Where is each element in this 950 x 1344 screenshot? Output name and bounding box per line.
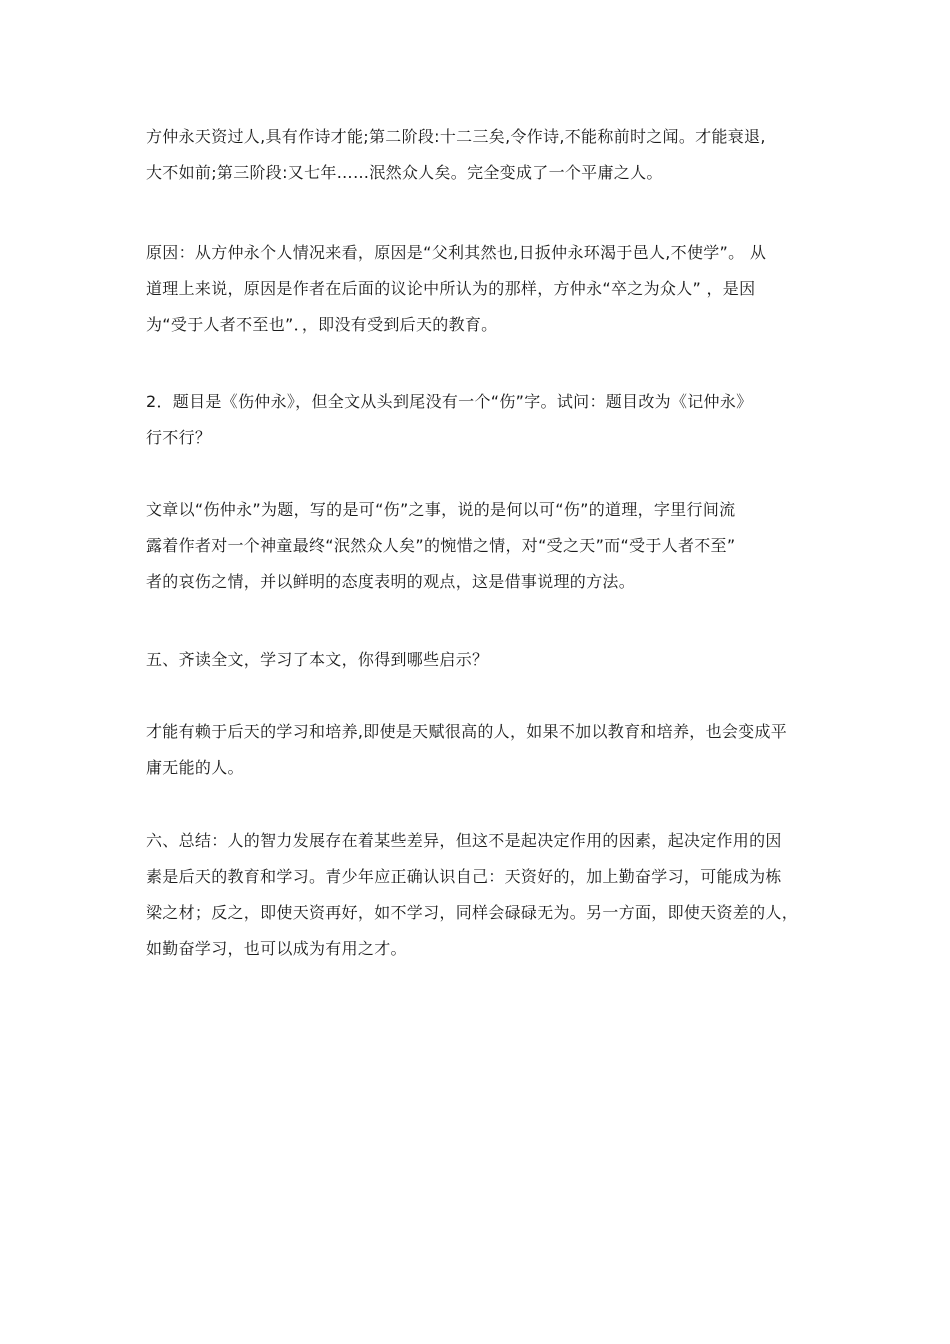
heading-section-five: [146, 642, 822, 678]
text-line: 为“受于人者不至也”．，即没有受到后天的教育。: [146, 315, 498, 334]
text-line: 梁之材；反之，即使天资再好，如不学习，同样会碌碌无为。另一方面，即使天资差的人，: [146, 903, 799, 922]
paragraph-insight: [146, 714, 822, 786]
text-line: 如勤奋学习，也可以成为有用之才。: [146, 939, 407, 958]
text-line: 庸无能的人。: [146, 758, 244, 777]
text-line: 2．题目是《伤仲永》，但全文从头到尾没有一个“伤”字。试问：题目改为《记仲永》: [146, 392, 753, 411]
text-line: 大不如前;第三阶段:又七年……泯然众人矣。完全变成了一个平庸之人。: [146, 163, 663, 182]
text-line: 六、总结：人的智力发展存在着某些差异，但这不是起决定作用的因素，起决定作用的因: [146, 831, 782, 850]
text-line: 露着作者对一个神童最终“泯然众人矣”的惋惜之情，对“受之天”而“受于人者不至”: [146, 536, 736, 555]
text-line: 方仲永天资过人,具有作诗才能;第二阶段:十二三矣,令作诗,不能称前时之闻。才能衰退,: [146, 127, 766, 146]
text-line: 行不行？: [146, 428, 212, 447]
paragraph-question-2: [146, 384, 822, 456]
text-line: 道理上来说，原因是作者在后面的议论中所认为的那样，方仲永“卒之为众人” ，是因: [146, 279, 756, 298]
text-line: 者的哀伤之情，并以鲜明的态度表明的观点，这是借事说理的方法。: [146, 572, 636, 591]
text-line: 才能有赖于后天的学习和培养,即使是天赋很高的人，如果不加以教育和培养，也会变成平: [146, 722, 788, 741]
text-line: 五、齐读全文，学习了本文，你得到哪些启示？: [146, 650, 489, 669]
paragraph-answer-2: [146, 492, 822, 600]
paragraph-reason: [146, 235, 822, 343]
text-line: 素是后天的教育和学习。青少年应正确认识自己：天资好的，加上勤奋学习，可能成为栋: [146, 867, 782, 886]
paragraph-stages-summary: [146, 119, 822, 191]
paragraph-summary: [146, 823, 822, 967]
text-line: 文章以“伤仲永”为题，写的是可“伤”之事，说的是何以可“伤”的道理，字里行间流: [146, 500, 736, 519]
text-line: 原因：从方仲永个人情况来看，原因是“父利其然也,日扳仲永环渴于邑人,不使学”。 从: [146, 243, 767, 262]
